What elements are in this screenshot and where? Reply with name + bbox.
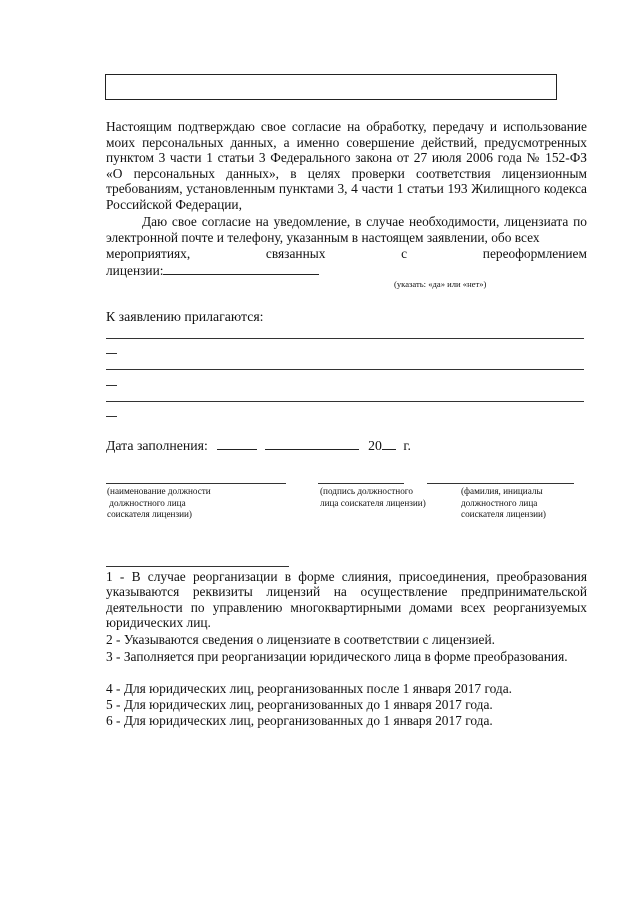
attachment-dash-3	[106, 416, 117, 417]
consent-personal-data-paragraph: Настоящим подтверждаю свое согласие на обработку, передачу и использование моих персональных данных, а именно совершение действий, предусмотренных пунктом 3 части 1 статьи 3 Федерального закона от 27 июля 2006 года № 152-ФЗ «О персональных данных», в целях проверки соответствия лицензионным требованиям, установленным пунктами 3, 4 части 1 статьи 193 Жилищного кодекса Российской Федерации,	[106, 119, 587, 212]
answer-hint-note: (указать: «да» или «нет»)	[394, 279, 487, 289]
footnote-3: 3 - Заполняется при реорганизации юридического лица в форме преобразования.	[106, 649, 568, 664]
signature-caption: (подпись должностного лица соискателя лицензии)	[320, 486, 426, 508]
attachment-dash-2	[106, 385, 117, 386]
fill-date-year-suffix: г.	[403, 438, 411, 453]
consent-tail-block	[106, 246, 587, 278]
tail-word: с	[401, 246, 408, 261]
fill-date-label: Дата заполнения:	[106, 438, 208, 453]
license-answer-field[interactable]	[163, 262, 319, 275]
footnote-4: 4 - Для юридических лиц, реорганизованных после 1 января 2017 года.	[106, 681, 513, 696]
attachment-line-2[interactable]	[106, 369, 584, 370]
attachment-line-3[interactable]	[106, 401, 584, 402]
license-answer-row	[106, 262, 587, 279]
license-answer-label: лицензии:	[106, 262, 164, 278]
position-signature-line[interactable]	[106, 483, 286, 484]
fill-date-day-field[interactable]	[217, 437, 257, 450]
fill-date-month-field[interactable]	[265, 437, 359, 450]
name-caption: (фамилия, инициалы должностного лица соискателя лицензии)	[461, 486, 546, 520]
position-caption: (наименование должности должностного лица соискателя лицензии)	[107, 486, 211, 520]
consent-notification-paragraph: Даю свое согласие на уведомление, в случае необходимости, лицензиата по электронной почте и телефону, указанным в настоящем заявлении, обо всех	[106, 214, 587, 245]
attachments-label: К заявлению прилагаются:	[106, 309, 264, 324]
footnote-separator	[106, 566, 289, 567]
fill-date-row	[106, 437, 411, 454]
fill-date-year-prefix: 20	[368, 438, 382, 453]
footnote-2: 2 - Указываются сведения о лицензиате в соответствии с лицензией.	[106, 632, 495, 647]
attachment-line-1[interactable]	[106, 338, 584, 339]
footnote-5: 5 - Для юридических лиц, реорганизованных до 1 января 2017 года.	[106, 697, 493, 712]
attachment-dash-1	[106, 353, 117, 354]
tail-word: переоформлением	[482, 246, 587, 261]
header-input-box	[105, 74, 557, 100]
consent-tail-row	[106, 246, 587, 262]
footnote-1: 1 - В случае реорганизации в форме слияния, присоединения, преобразования указываются реквизиты лицензий на осуществление предпринимательской деятельности по управлению многоквартирными домами всех реорганизуемых юридических лиц.	[106, 569, 587, 631]
signature-line[interactable]	[318, 483, 404, 484]
tail-word: мероприятиях,	[106, 246, 191, 261]
fill-date-year-field[interactable]	[382, 437, 396, 450]
name-signature-line[interactable]	[427, 483, 574, 484]
tail-word: связанных	[265, 246, 326, 261]
footnote-6: 6 - Для юридических лиц, реорганизованных до 1 января 2017 года.	[106, 713, 493, 728]
